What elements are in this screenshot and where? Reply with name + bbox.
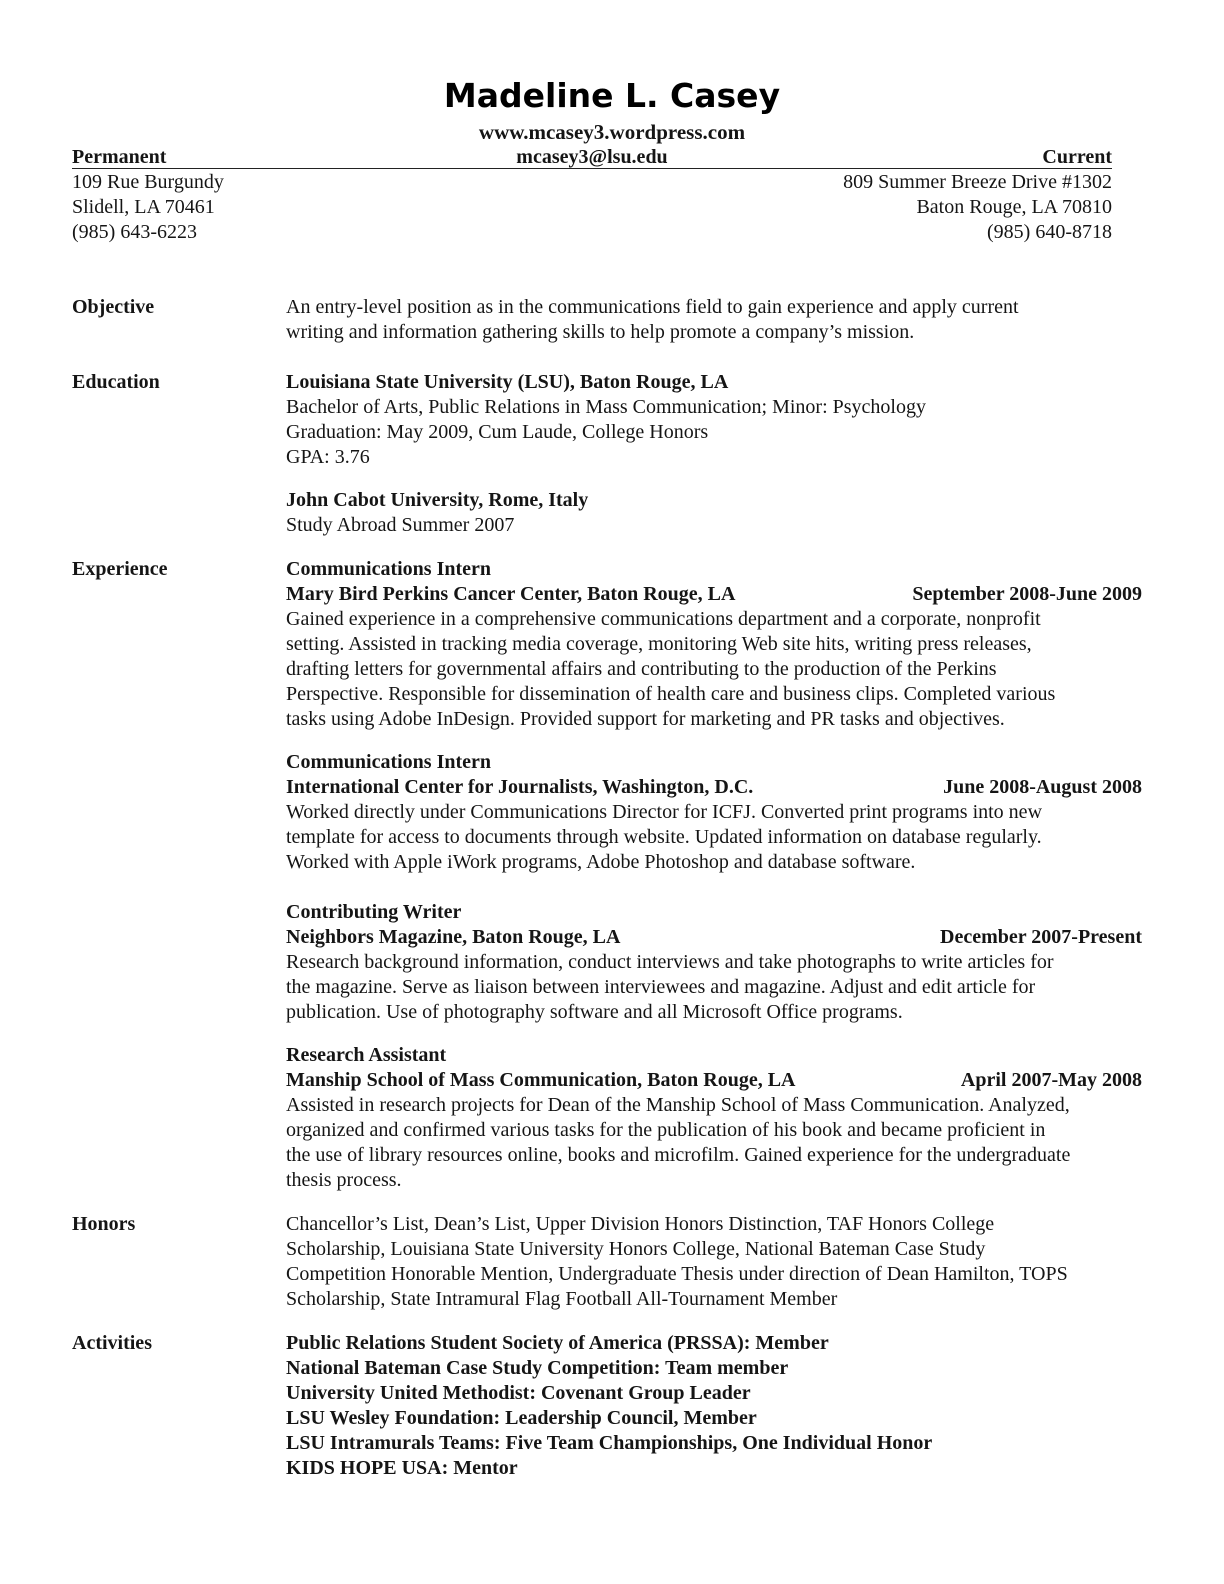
permanent-city: Slidell, LA 70461 [72,196,215,218]
job-dates: September 2008-June 2009 [912,583,1142,605]
permanent-address [72,170,224,245]
job-title: Contributing Writer [286,901,462,923]
permanent-label: Permanent [72,146,167,168]
education-detail: Graduation: May 2009, Cum Laude, College Honors [286,421,709,443]
education-school: Louisiana State University (LSU), Baton Rouge, LA [286,371,729,393]
job-org: Manship School of Mass Communication, Baton Rouge, LA [286,1069,796,1091]
current-phone: (985) 640-8718 [987,221,1112,243]
job-description: Worked directly under Communications Director for ICFJ. Converted print programs into new [286,801,1043,823]
contact-header-row [72,146,1112,169]
honors-heading: Honors [72,1213,136,1235]
current-address [843,170,1112,245]
education-body [286,370,1142,538]
job-dates: December 2007-Present [940,926,1142,948]
honors-line: Scholarship, State Intramural Flag Football All-Tournament Member [286,1288,838,1310]
current-label: Current [1042,146,1112,168]
education-school: John Cabot University, Rome, Italy [286,489,589,511]
resume-name: Madeline L. Casey [443,76,781,115]
job-description: tasks using Adobe InDesign. Provided support for marketing and PR tasks and objectives. [286,708,1005,730]
activity-item: Public Relations Student Society of America (PRSSA): Member [286,1332,829,1354]
job-org-row [286,1068,1142,1093]
activity-item: LSU Wesley Foundation: Leadership Council, Member [286,1407,757,1429]
job-title: Research Assistant [286,1044,447,1066]
activity-item: KIDS HOPE USA: Mentor [286,1457,518,1479]
objective-line: writing and information gathering skills to help promote a company’s mission. [286,321,915,343]
job-description: setting. Assisted in tracking media coverage, monitoring Web site hits, writing press releases, [286,633,1032,655]
education-detail: Bachelor of Arts, Public Relations in Mass Communication; Minor: Psychology [286,396,926,418]
job-org-row [286,582,1142,607]
website-link[interactable]: www.mcasey3.wordpress.com [478,120,746,144]
job-description: Assisted in research projects for Dean of the Manship School of Mass Communication. Analyzed, [286,1094,1070,1116]
job-dates: June 2008-August 2008 [943,776,1142,798]
job-dates: April 2007-May 2008 [960,1069,1142,1091]
honors-line: Competition Honorable Mention, Undergraduate Thesis under direction of Dean Hamilton, TOPS [286,1263,1068,1285]
objective-heading: Objective [72,296,155,318]
education-detail: Study Abroad Summer 2007 [286,514,515,536]
current-street: 809 Summer Breeze Drive #1302 [843,171,1112,193]
job-title: Communications Intern [286,558,492,580]
honors-line: Scholarship, Louisiana State University Honors College, National Bateman Case Study [286,1238,986,1260]
job-org-row [286,925,1142,950]
job-description: drafting letters for governmental affairs and contributing to the production of the Perkins [286,658,997,680]
job-description: publication. Use of photography software and all Microsoft Office programs. [286,1001,903,1023]
activities-body [286,1331,1142,1481]
activities-heading: Activities [72,1332,152,1354]
email-link[interactable]: mcasey3@lsu.edu [516,146,668,168]
job-description: Gained experience in a comprehensive communications department and a corporate, nonprofit [286,608,1041,630]
objective-line: An entry-level position as in the communications field to gain experience and apply current [286,296,1019,318]
job-description: thesis process. [286,1169,402,1191]
job-org-row [286,775,1142,800]
job-description: the magazine. Serve as liaison between interviewees and magazine. Adjust and edit article for [286,976,1036,998]
activity-item: LSU Intramurals Teams: Five Team Championships, One Individual Honor [286,1432,933,1454]
job-description: Research background information, conduct interviews and take photographs to write articles for [286,951,1054,973]
job-description: Worked with Apple iWork programs, Adobe Photoshop and database software. [286,851,916,873]
experience-body [286,557,1142,1193]
job-org: International Center for Journalists, Washington, D.C. [286,776,754,798]
activity-item: National Bateman Case Study Competition: Team member [286,1357,789,1379]
current-city: Baton Rouge, LA 70810 [916,196,1112,218]
education-detail: GPA: 3.76 [286,446,370,468]
job-org: Mary Bird Perkins Cancer Center, Baton Rouge, LA [286,583,736,605]
honors-body [286,1212,1142,1312]
job-description: template for access to documents through website. Updated information on database regularly. [286,826,1042,848]
objective-body [286,295,1142,345]
job-org: Neighbors Magazine, Baton Rouge, LA [286,926,621,948]
activity-item: University United Methodist: Covenant Group Leader [286,1382,751,1404]
job-title: Communications Intern [286,751,492,773]
job-description: Perspective. Responsible for dissemination of health care and business clips. Completed various [286,683,1056,705]
permanent-street: 109 Rue Burgundy [72,171,224,193]
honors-line: Chancellor’s List, Dean’s List, Upper Division Honors Distinction, TAF Honors College [286,1213,995,1235]
experience-heading: Experience [72,558,168,580]
education-heading: Education [72,371,160,393]
job-description: the use of library resources online, books and microfilm. Gained experience for the undergraduate [286,1144,1071,1166]
job-description: organized and confirmed various tasks for the publication of his book and became proficient in [286,1119,1046,1141]
permanent-phone: (985) 643-6223 [72,221,197,243]
